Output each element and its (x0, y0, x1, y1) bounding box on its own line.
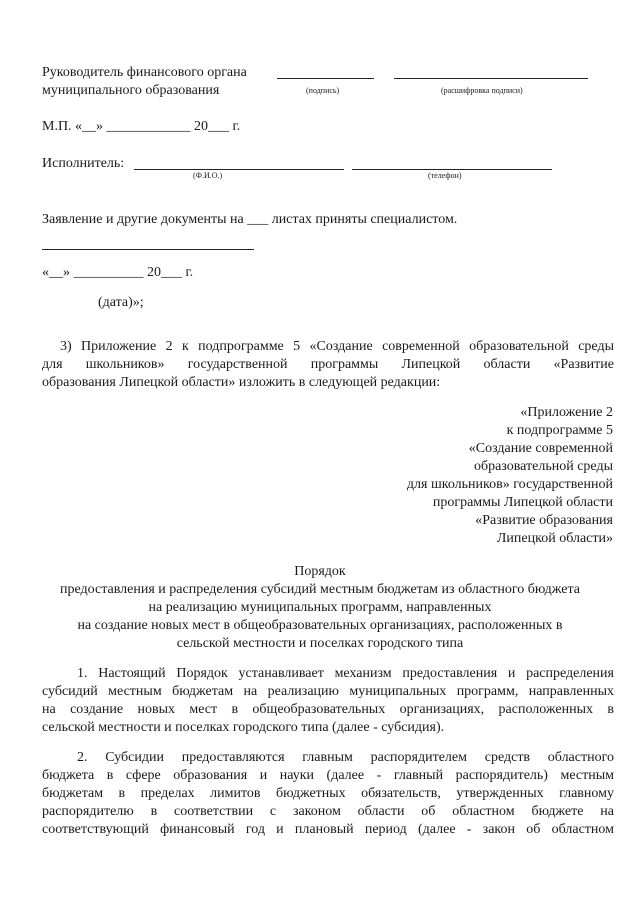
item3-line-3: образования Липецкой области» изложить в следующей редакции: (42, 375, 441, 390)
appendix-line-3: «Создание современной (468, 441, 613, 456)
phone-line (352, 169, 552, 170)
decoding-line (394, 78, 588, 79)
appendix-line-2: к подпрограмме 5 (506, 423, 613, 438)
order-title-line-5: сельской местности и поселках городского типа (176, 636, 464, 651)
appendix-line-6: программы Липецкой области (432, 495, 613, 510)
caption-signature: (подпись) (306, 86, 340, 95)
head-line-1: Руководитель финансового органа (42, 65, 247, 80)
appendix-line-1: «Приложение 2 (520, 405, 613, 420)
item3-line-1: 3) Приложение 2 к подпрограмме 5 «Создание современной образовательной среды (60, 339, 614, 354)
specialist-line (42, 249, 254, 250)
para2-line-4: распорядителю в соответствии с законом области об областном бюджете на (42, 804, 614, 819)
appendix-line-4: образовательной среды (473, 459, 613, 474)
order-title-line-3: на реализацию муниципальных программ, направленных (148, 600, 492, 615)
mp-line: М.П. «__» ____________ 20___ г. (42, 119, 241, 134)
caption-phone: (телефон) (428, 171, 462, 180)
appendix-line-8: Липецкой области» (496, 531, 613, 546)
para1-line-2: субсидий местным бюджетам на реализацию муниципальных программ, направленных (42, 684, 614, 699)
order-title-line-2: предоставления и распределения субсидий местным бюджетам из областного бюджета (60, 582, 580, 597)
para2-line-2: бюджета в сфере образования и науки (далее - главный распорядитель) местным (42, 768, 614, 783)
para2-line-5: соответствующий финансовый год и плановый период (далее - закон об областном (42, 822, 614, 837)
statement-line: Заявление и другие документы на ___ листах приняты специалистом. (42, 212, 458, 227)
appendix-line-7: «Развитие образования (475, 513, 613, 528)
caption-fio: (Ф.И.О.) (193, 171, 223, 180)
date-caption: (дата)»; (98, 295, 144, 310)
caption-decoding: (расшифровка подписи) (441, 86, 523, 95)
order-title-line-1: Порядок (294, 564, 346, 579)
date-line: «__» __________ 20___ г. (42, 265, 194, 280)
signature-line (277, 78, 374, 79)
executor-label: Исполнитель: (42, 156, 125, 171)
fio-line (134, 169, 344, 170)
item3-line-2: для школьников» государственной программы Липецкой области «Развитие (42, 357, 614, 372)
para2-line-1: 2. Субсидии предоставляются главным распорядителем средств областного (77, 750, 614, 765)
appendix-line-5: для школьников» государственной (406, 477, 613, 492)
para1-line-1: 1. Настоящий Порядок устанавливает механизм предоставления и распределения (77, 666, 614, 681)
order-title-line-4: на создание новых мест в общеобразовательных организациях, расположенных в (77, 618, 563, 633)
para1-line-3: на создание новых мест в общеобразовательных организациях, расположенных в (42, 702, 614, 717)
head-line-2: муниципального образования (42, 83, 220, 98)
para2-line-3: бюджетам в пределах лимитов бюджетных обязательств, утвержденных главному (42, 786, 614, 801)
para1-line-4: сельской местности и поселках городского типа (далее - субсидия). (42, 720, 445, 735)
